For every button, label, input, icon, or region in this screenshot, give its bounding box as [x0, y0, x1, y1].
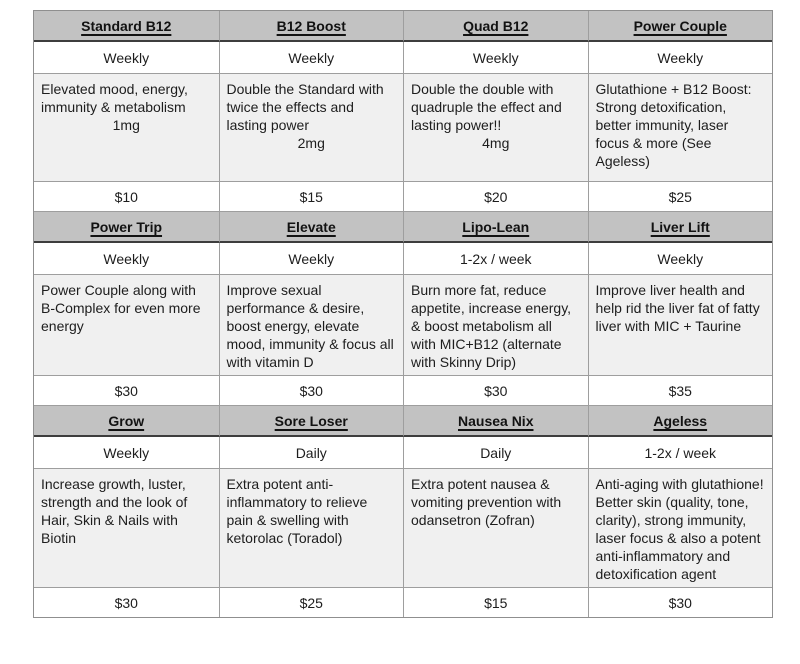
plan-header	[588, 406, 773, 437]
plan-header	[588, 11, 773, 42]
plan-price: $15	[403, 587, 588, 617]
service-group-2	[34, 211, 772, 405]
plan-price: $30	[34, 587, 219, 617]
plan-description-cell	[219, 274, 404, 375]
plan-title: Lipo-Lean	[462, 218, 530, 235]
plan-title: Grow	[108, 412, 145, 429]
plan-header	[403, 11, 588, 42]
plan-price: $20	[403, 181, 588, 211]
plan-description: Increase growth, luster, strength and the look of Hair, Skin & Nails with Biotin	[41, 476, 188, 546]
plan-price: $10	[34, 181, 219, 211]
plan-frequency: Weekly	[34, 42, 219, 73]
plan-title: Elevate	[286, 218, 336, 235]
plan-description-cell	[403, 274, 588, 375]
plan-dose: 1mg	[112, 117, 140, 133]
plan-description: Burn more fat, reduce appetite, increase energy, & boost metabolism all with MIC+B12 (alternate with Skinny Drip)	[411, 282, 572, 370]
plan-price: $25	[588, 181, 773, 211]
plan-frequency: Weekly	[403, 42, 588, 73]
plan-frequency: Daily	[403, 437, 588, 468]
plan-description-cell	[588, 73, 773, 181]
plan-title: B12 Boost	[276, 17, 346, 34]
plan-header	[219, 11, 404, 42]
plan-price: $30	[219, 375, 404, 405]
plan-header	[34, 212, 219, 243]
plan-description: Double the Standard with twice the effects and lasting power	[226, 81, 384, 133]
plan-frequency: 1-2x / week	[403, 243, 588, 274]
plan-header	[219, 406, 404, 437]
plan-title: Ageless	[653, 412, 708, 429]
plan-description: Improve liver health and help rid the liver fat of fatty liver with MIC + Taurine	[595, 282, 760, 334]
plan-description: Improve sexual performance & desire, boost energy, elevate mood, immunity & focus all with vitamin D	[226, 282, 394, 370]
plan-frequency: Weekly	[34, 243, 219, 274]
plan-frequency: Weekly	[588, 42, 773, 73]
plan-description: Glutathione + B12 Boost: Strong detoxification, better immunity, laser focus & more (See Ageless)	[595, 81, 752, 169]
plan-description: Extra potent anti-inflammatory to relieve pain & swelling with ketorolac (Toradol)	[226, 476, 368, 546]
plan-price: $25	[219, 587, 404, 617]
plan-description-cell	[219, 468, 404, 587]
plan-frequency: Weekly	[34, 437, 219, 468]
plan-header	[34, 11, 219, 42]
plan-frequency: Weekly	[588, 243, 773, 274]
plan-dose: 2mg	[297, 135, 325, 151]
plan-header	[219, 212, 404, 243]
plan-title: Sore Loser	[274, 412, 348, 429]
plan-header	[403, 406, 588, 437]
plan-price: $35	[588, 375, 773, 405]
plan-frequency: Weekly	[219, 42, 404, 73]
plan-price: $30	[588, 587, 773, 617]
plan-description-cell	[34, 468, 219, 587]
plan-frequency: Weekly	[219, 243, 404, 274]
plan-description: Extra potent nausea & vomiting prevention with odansetron (Zofran)	[411, 476, 562, 528]
plan-description-cell	[588, 274, 773, 375]
plan-description-cell	[34, 73, 219, 181]
plan-description-cell	[588, 468, 773, 587]
plan-title: Quad B12	[463, 17, 529, 34]
plan-title: Standard B12	[81, 17, 172, 34]
plan-description: Anti-aging with glutathione! Better skin (quality, tone, clarity), strong immunity, laser focus & also a potent anti-inflammatory and detoxification agent	[595, 476, 764, 582]
plan-header	[34, 406, 219, 437]
plan-title: Power Couple	[633, 17, 727, 34]
plan-description: Power Couple along with B-Complex for even more energy	[41, 282, 201, 334]
plan-price: $30	[34, 375, 219, 405]
plan-header	[403, 212, 588, 243]
plan-dose: 4mg	[482, 135, 510, 151]
plan-description-cell	[34, 274, 219, 375]
plan-description: Elevated mood, energy, immunity & metabolism	[41, 81, 188, 115]
plan-frequency: Daily	[219, 437, 404, 468]
plan-price: $15	[219, 181, 404, 211]
plan-title: Nausea Nix	[458, 412, 534, 429]
service-group-3	[34, 405, 772, 617]
plan-title: Liver Lift	[650, 218, 710, 235]
plan-header	[588, 212, 773, 243]
plan-price: $30	[403, 375, 588, 405]
plan-title: Power Trip	[90, 218, 163, 235]
plan-frequency: 1-2x / week	[588, 437, 773, 468]
plan-description: Double the double with quadruple the effect and lasting power!!	[411, 81, 562, 133]
plan-description-cell	[403, 468, 588, 587]
plan-description-cell	[219, 73, 404, 181]
plan-description-cell	[403, 73, 588, 181]
pricing-table	[33, 10, 773, 618]
service-group-1	[34, 11, 772, 211]
